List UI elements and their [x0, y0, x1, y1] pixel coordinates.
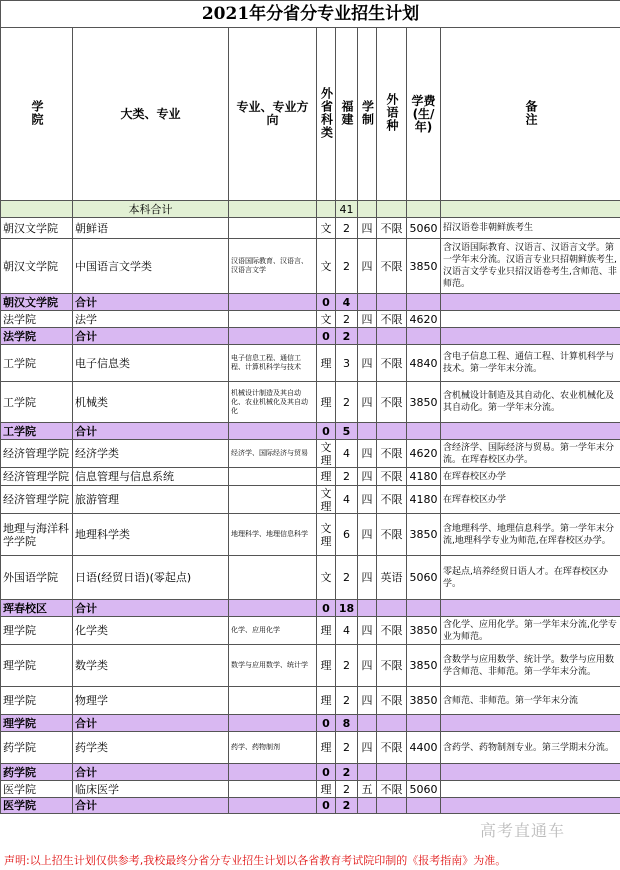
- row-major: 电子信息类: [73, 345, 229, 382]
- grand-total-blank: [317, 201, 336, 218]
- row-direction: 地理科学、地理信息科学: [229, 514, 317, 556]
- row-major: 合计: [73, 798, 229, 814]
- header-fujian: 福建: [336, 28, 358, 201]
- row-fee: 4400: [407, 732, 441, 764]
- row-years: 四: [358, 440, 377, 468]
- grand-total-blank: [441, 201, 620, 218]
- row-direction: [229, 486, 317, 514]
- row-note: 含电子信息工程、通信工程、计算机科学与技术。第一学年末分流。: [441, 345, 620, 382]
- row-language: 不限: [377, 468, 407, 486]
- row-note: 含地理科学、地理信息科学。第一学年末分流,地理科学专业为师范,在珲春校区办学。: [441, 514, 620, 556]
- row-fee: 4840: [407, 345, 441, 382]
- row-subject: 文: [317, 239, 336, 294]
- subtotal-row: [1, 715, 620, 732]
- row-subject: 0: [317, 764, 336, 781]
- row-fujian: 4: [336, 294, 358, 311]
- row-major: 药学类: [73, 732, 229, 764]
- table-row: [1, 617, 620, 645]
- table-row: [1, 239, 620, 294]
- row-subject: 理: [317, 382, 336, 423]
- grand-total-blank: [229, 201, 317, 218]
- row-language: 英语: [377, 556, 407, 600]
- table-row: [1, 781, 620, 798]
- row-college: 药学院: [1, 732, 73, 764]
- row-fujian: 2: [336, 382, 358, 423]
- row-fujian: 4: [336, 486, 358, 514]
- row-fee: [407, 294, 441, 311]
- row-note: 含经济学、国际经济与贸易。第一学年末分流。在珲春校区办学。: [441, 440, 620, 468]
- row-college: 外国语学院: [1, 556, 73, 600]
- row-language: [377, 764, 407, 781]
- row-fujian: 4: [336, 617, 358, 645]
- row-fujian: 2: [336, 781, 358, 798]
- row-subject: 0: [317, 294, 336, 311]
- row-direction: 汉语国际教育、汉语言、汉语言文学: [229, 239, 317, 294]
- row-fee: [407, 328, 441, 345]
- row-direction: [229, 218, 317, 239]
- row-fee: 5060: [407, 556, 441, 600]
- grand-total-fujian: 41: [336, 201, 358, 218]
- subtotal-row: [1, 600, 620, 617]
- row-fee: 5060: [407, 781, 441, 798]
- row-fee: [407, 764, 441, 781]
- row-language: [377, 294, 407, 311]
- row-college: 理学院: [1, 687, 73, 715]
- row-major: 朝鲜语: [73, 218, 229, 239]
- row-language: 不限: [377, 239, 407, 294]
- row-note: [441, 715, 620, 732]
- header-college: 学院: [1, 28, 73, 201]
- footer-disclaimer: 声明:以上招生计划仅供参考,我校最终分省分专业招生计划以各省教育考试院印制的《报考指南》为准。: [4, 854, 507, 867]
- row-direction: [229, 468, 317, 486]
- row-major: 合计: [73, 328, 229, 345]
- row-direction: [229, 715, 317, 732]
- row-college: 理学院: [1, 715, 73, 732]
- row-direction: [229, 781, 317, 798]
- row-note: [441, 294, 620, 311]
- grand-total-row: [1, 201, 620, 218]
- row-fujian: 2: [336, 468, 358, 486]
- grand-total-blank: [1, 201, 73, 218]
- subtotal-row: [1, 423, 620, 440]
- row-note: 在珲春校区办学: [441, 468, 620, 486]
- row-language: [377, 328, 407, 345]
- row-fee: [407, 423, 441, 440]
- row-years: [358, 328, 377, 345]
- header-row: [1, 28, 620, 201]
- row-note: 在珲春校区办学: [441, 486, 620, 514]
- row-fujian: 18: [336, 600, 358, 617]
- row-college: 朝汉文学院: [1, 218, 73, 239]
- row-fujian: 2: [336, 328, 358, 345]
- row-college: 工学院: [1, 382, 73, 423]
- row-years: 四: [358, 382, 377, 423]
- row-fujian: 2: [336, 687, 358, 715]
- row-fee: 3850: [407, 382, 441, 423]
- row-subject: 理: [317, 781, 336, 798]
- row-major: 中国语言文学类: [73, 239, 229, 294]
- row-direction: [229, 311, 317, 328]
- row-college: 理学院: [1, 617, 73, 645]
- row-major: 机械类: [73, 382, 229, 423]
- row-fee: 3850: [407, 239, 441, 294]
- row-subject: 文: [317, 218, 336, 239]
- row-fee: 4180: [407, 468, 441, 486]
- row-fujian: 8: [336, 715, 358, 732]
- row-major: 地理科学类: [73, 514, 229, 556]
- row-fee: [407, 798, 441, 814]
- row-major: 物理学: [73, 687, 229, 715]
- row-note: 招汉语卷非朝鲜族考生: [441, 218, 620, 239]
- header-language: 外语种: [377, 28, 407, 201]
- row-college: 药学院: [1, 764, 73, 781]
- row-subject: 理: [317, 732, 336, 764]
- row-subject: 理: [317, 468, 336, 486]
- row-college: 医学院: [1, 798, 73, 814]
- row-subject: 0: [317, 328, 336, 345]
- row-language: 不限: [377, 781, 407, 798]
- row-college: 朝汉文学院: [1, 239, 73, 294]
- row-direction: 药学、药物制剂: [229, 732, 317, 764]
- row-major: 合计: [73, 715, 229, 732]
- row-language: 不限: [377, 687, 407, 715]
- row-fee: 3850: [407, 617, 441, 645]
- row-direction: [229, 687, 317, 715]
- row-subject: 0: [317, 715, 336, 732]
- row-language: 不限: [377, 617, 407, 645]
- row-language: 不限: [377, 345, 407, 382]
- row-language: [377, 600, 407, 617]
- row-fujian: 2: [336, 218, 358, 239]
- row-subject: 文: [317, 556, 336, 600]
- header-remark: 备注: [441, 28, 620, 201]
- row-note: 零起点,培养经贸日语人才。在珲春校区办学。: [441, 556, 620, 600]
- row-fee: [407, 600, 441, 617]
- row-fee: 3850: [407, 514, 441, 556]
- row-fujian: 2: [336, 311, 358, 328]
- row-years: 四: [358, 218, 377, 239]
- row-years: [358, 600, 377, 617]
- subtotal-row: [1, 294, 620, 311]
- row-college: 经济管理学院: [1, 468, 73, 486]
- grand-total-blank: [358, 201, 377, 218]
- row-years: [358, 764, 377, 781]
- table-row: [1, 556, 620, 600]
- grand-total-label: 本科合计: [73, 201, 229, 218]
- row-fujian: 2: [336, 798, 358, 814]
- row-direction: [229, 556, 317, 600]
- row-note: 含药学、药物制剂专业。第三学期末分流。: [441, 732, 620, 764]
- row-major: 法学: [73, 311, 229, 328]
- row-language: 不限: [377, 311, 407, 328]
- table-row: [1, 486, 620, 514]
- row-note: [441, 423, 620, 440]
- row-fee: 5060: [407, 218, 441, 239]
- header-fee: 学费(生/年): [407, 28, 441, 201]
- row-subject: 理: [317, 687, 336, 715]
- row-major: 临床医学: [73, 781, 229, 798]
- row-subject: 文理: [317, 486, 336, 514]
- row-note: [441, 600, 620, 617]
- row-college: 理学院: [1, 645, 73, 687]
- row-subject: 理: [317, 617, 336, 645]
- row-years: 四: [358, 514, 377, 556]
- table-row: [1, 345, 620, 382]
- row-major: 数学类: [73, 645, 229, 687]
- row-fujian: 5: [336, 423, 358, 440]
- row-note: [441, 328, 620, 345]
- row-note: [441, 798, 620, 814]
- row-college: 医学院: [1, 781, 73, 798]
- header-subject: 外省科类: [317, 28, 336, 201]
- row-language: 不限: [377, 645, 407, 687]
- subtotal-row: [1, 328, 620, 345]
- row-fujian: 2: [336, 732, 358, 764]
- row-college: 经济管理学院: [1, 440, 73, 468]
- row-fujian: 2: [336, 556, 358, 600]
- row-subject: 文理: [317, 440, 336, 468]
- row-subject: 理: [317, 345, 336, 382]
- row-years: 四: [358, 468, 377, 486]
- row-language: 不限: [377, 440, 407, 468]
- row-years: 四: [358, 239, 377, 294]
- row-college: 朝汉文学院: [1, 294, 73, 311]
- row-note: [441, 781, 620, 798]
- row-direction: 化学、应用化学: [229, 617, 317, 645]
- row-language: [377, 423, 407, 440]
- row-language: [377, 715, 407, 732]
- row-language: 不限: [377, 514, 407, 556]
- row-fujian: 2: [336, 764, 358, 781]
- row-fujian: 3: [336, 345, 358, 382]
- row-direction: [229, 600, 317, 617]
- row-college: 法学院: [1, 311, 73, 328]
- row-note: 含化学、应用化学。第一学年末分流,化学专业为师范。: [441, 617, 620, 645]
- row-college: 地理与海洋科学学院: [1, 514, 73, 556]
- header-years: 学制: [358, 28, 377, 201]
- row-fujian: 4: [336, 440, 358, 468]
- row-direction: 机械设计制造及其自动化、农业机械化及其自动化: [229, 382, 317, 423]
- row-fee: 4180: [407, 486, 441, 514]
- row-college: 法学院: [1, 328, 73, 345]
- row-years: 四: [358, 556, 377, 600]
- subtotal-row: [1, 764, 620, 781]
- watermark: 高考直通车: [480, 821, 566, 840]
- row-fee: 3850: [407, 645, 441, 687]
- row-fee: [407, 715, 441, 732]
- table-row: [1, 645, 620, 687]
- row-major: 信息管理与信息系统: [73, 468, 229, 486]
- subtotal-row: [1, 798, 620, 814]
- row-years: [358, 715, 377, 732]
- row-major: 合计: [73, 764, 229, 781]
- row-college: 工学院: [1, 345, 73, 382]
- row-years: 四: [358, 617, 377, 645]
- row-language: 不限: [377, 218, 407, 239]
- row-note: 含汉语国际教育、汉语言、汉语言文学。第一学年末分流。汉语言专业只招朝鲜族考生,汉语言文学专业只招汉语卷考生,含师范、非师范。: [441, 239, 620, 294]
- row-years: 四: [358, 732, 377, 764]
- row-fujian: 2: [336, 645, 358, 687]
- header-category: 大类、专业: [73, 28, 229, 201]
- row-direction: 数学与应用数学、统计学: [229, 645, 317, 687]
- row-note: 含数学与应用数学、统计学。数学与应用数学含师范、非师范。第一学年末分流。: [441, 645, 620, 687]
- row-direction: 经济学、国际经济与贸易: [229, 440, 317, 468]
- row-direction: [229, 764, 317, 781]
- row-college: 珲春校区: [1, 600, 73, 617]
- row-language: [377, 798, 407, 814]
- row-fujian: 2: [336, 239, 358, 294]
- row-language: 不限: [377, 382, 407, 423]
- table-row: [1, 218, 620, 239]
- row-subject: 文: [317, 311, 336, 328]
- table-row: [1, 311, 620, 328]
- grand-total-blank: [407, 201, 441, 218]
- row-years: 四: [358, 311, 377, 328]
- row-language: 不限: [377, 732, 407, 764]
- row-direction: 电子信息工程、通信工程、计算机科学与技术: [229, 345, 317, 382]
- table-row: [1, 687, 620, 715]
- table-row: [1, 440, 620, 468]
- row-years: 四: [358, 486, 377, 514]
- row-fee: 4620: [407, 440, 441, 468]
- row-college: 工学院: [1, 423, 73, 440]
- row-direction: [229, 798, 317, 814]
- table-row: [1, 468, 620, 486]
- row-years: 四: [358, 687, 377, 715]
- row-years: [358, 294, 377, 311]
- row-subject: 理: [317, 645, 336, 687]
- page-title: 2021年分省分专业招生计划: [1, 1, 620, 28]
- row-major: 旅游管理: [73, 486, 229, 514]
- grand-total-blank: [377, 201, 407, 218]
- row-major: 合计: [73, 600, 229, 617]
- row-fee: 3850: [407, 687, 441, 715]
- row-years: [358, 798, 377, 814]
- table-row: [1, 382, 620, 423]
- row-direction: [229, 328, 317, 345]
- row-major: 日语(经贸日语)(零起点): [73, 556, 229, 600]
- row-college: 经济管理学院: [1, 486, 73, 514]
- row-subject: 文理: [317, 514, 336, 556]
- row-subject: 0: [317, 423, 336, 440]
- row-language: 不限: [377, 486, 407, 514]
- row-note: 含机械设计制造及其自动化、农业机械化及其自动化。第一学年末分流。: [441, 382, 620, 423]
- table-row: [1, 732, 620, 764]
- row-note: [441, 764, 620, 781]
- row-fujian: 6: [336, 514, 358, 556]
- table-row: [1, 514, 620, 556]
- row-major: 化学类: [73, 617, 229, 645]
- row-direction: [229, 423, 317, 440]
- row-note: [441, 311, 620, 328]
- header-direction: 专业、专业方向: [229, 28, 317, 201]
- row-subject: 0: [317, 600, 336, 617]
- row-subject: 0: [317, 798, 336, 814]
- row-years: 五: [358, 781, 377, 798]
- row-major: 合计: [73, 423, 229, 440]
- row-direction: [229, 294, 317, 311]
- row-fee: 4620: [407, 311, 441, 328]
- title-row: [1, 1, 620, 28]
- row-years: [358, 423, 377, 440]
- row-years: 四: [358, 645, 377, 687]
- row-major: 合计: [73, 294, 229, 311]
- row-major: 经济学类: [73, 440, 229, 468]
- row-note: 含师范、非师范。第一学年末分流: [441, 687, 620, 715]
- row-years: 四: [358, 345, 377, 382]
